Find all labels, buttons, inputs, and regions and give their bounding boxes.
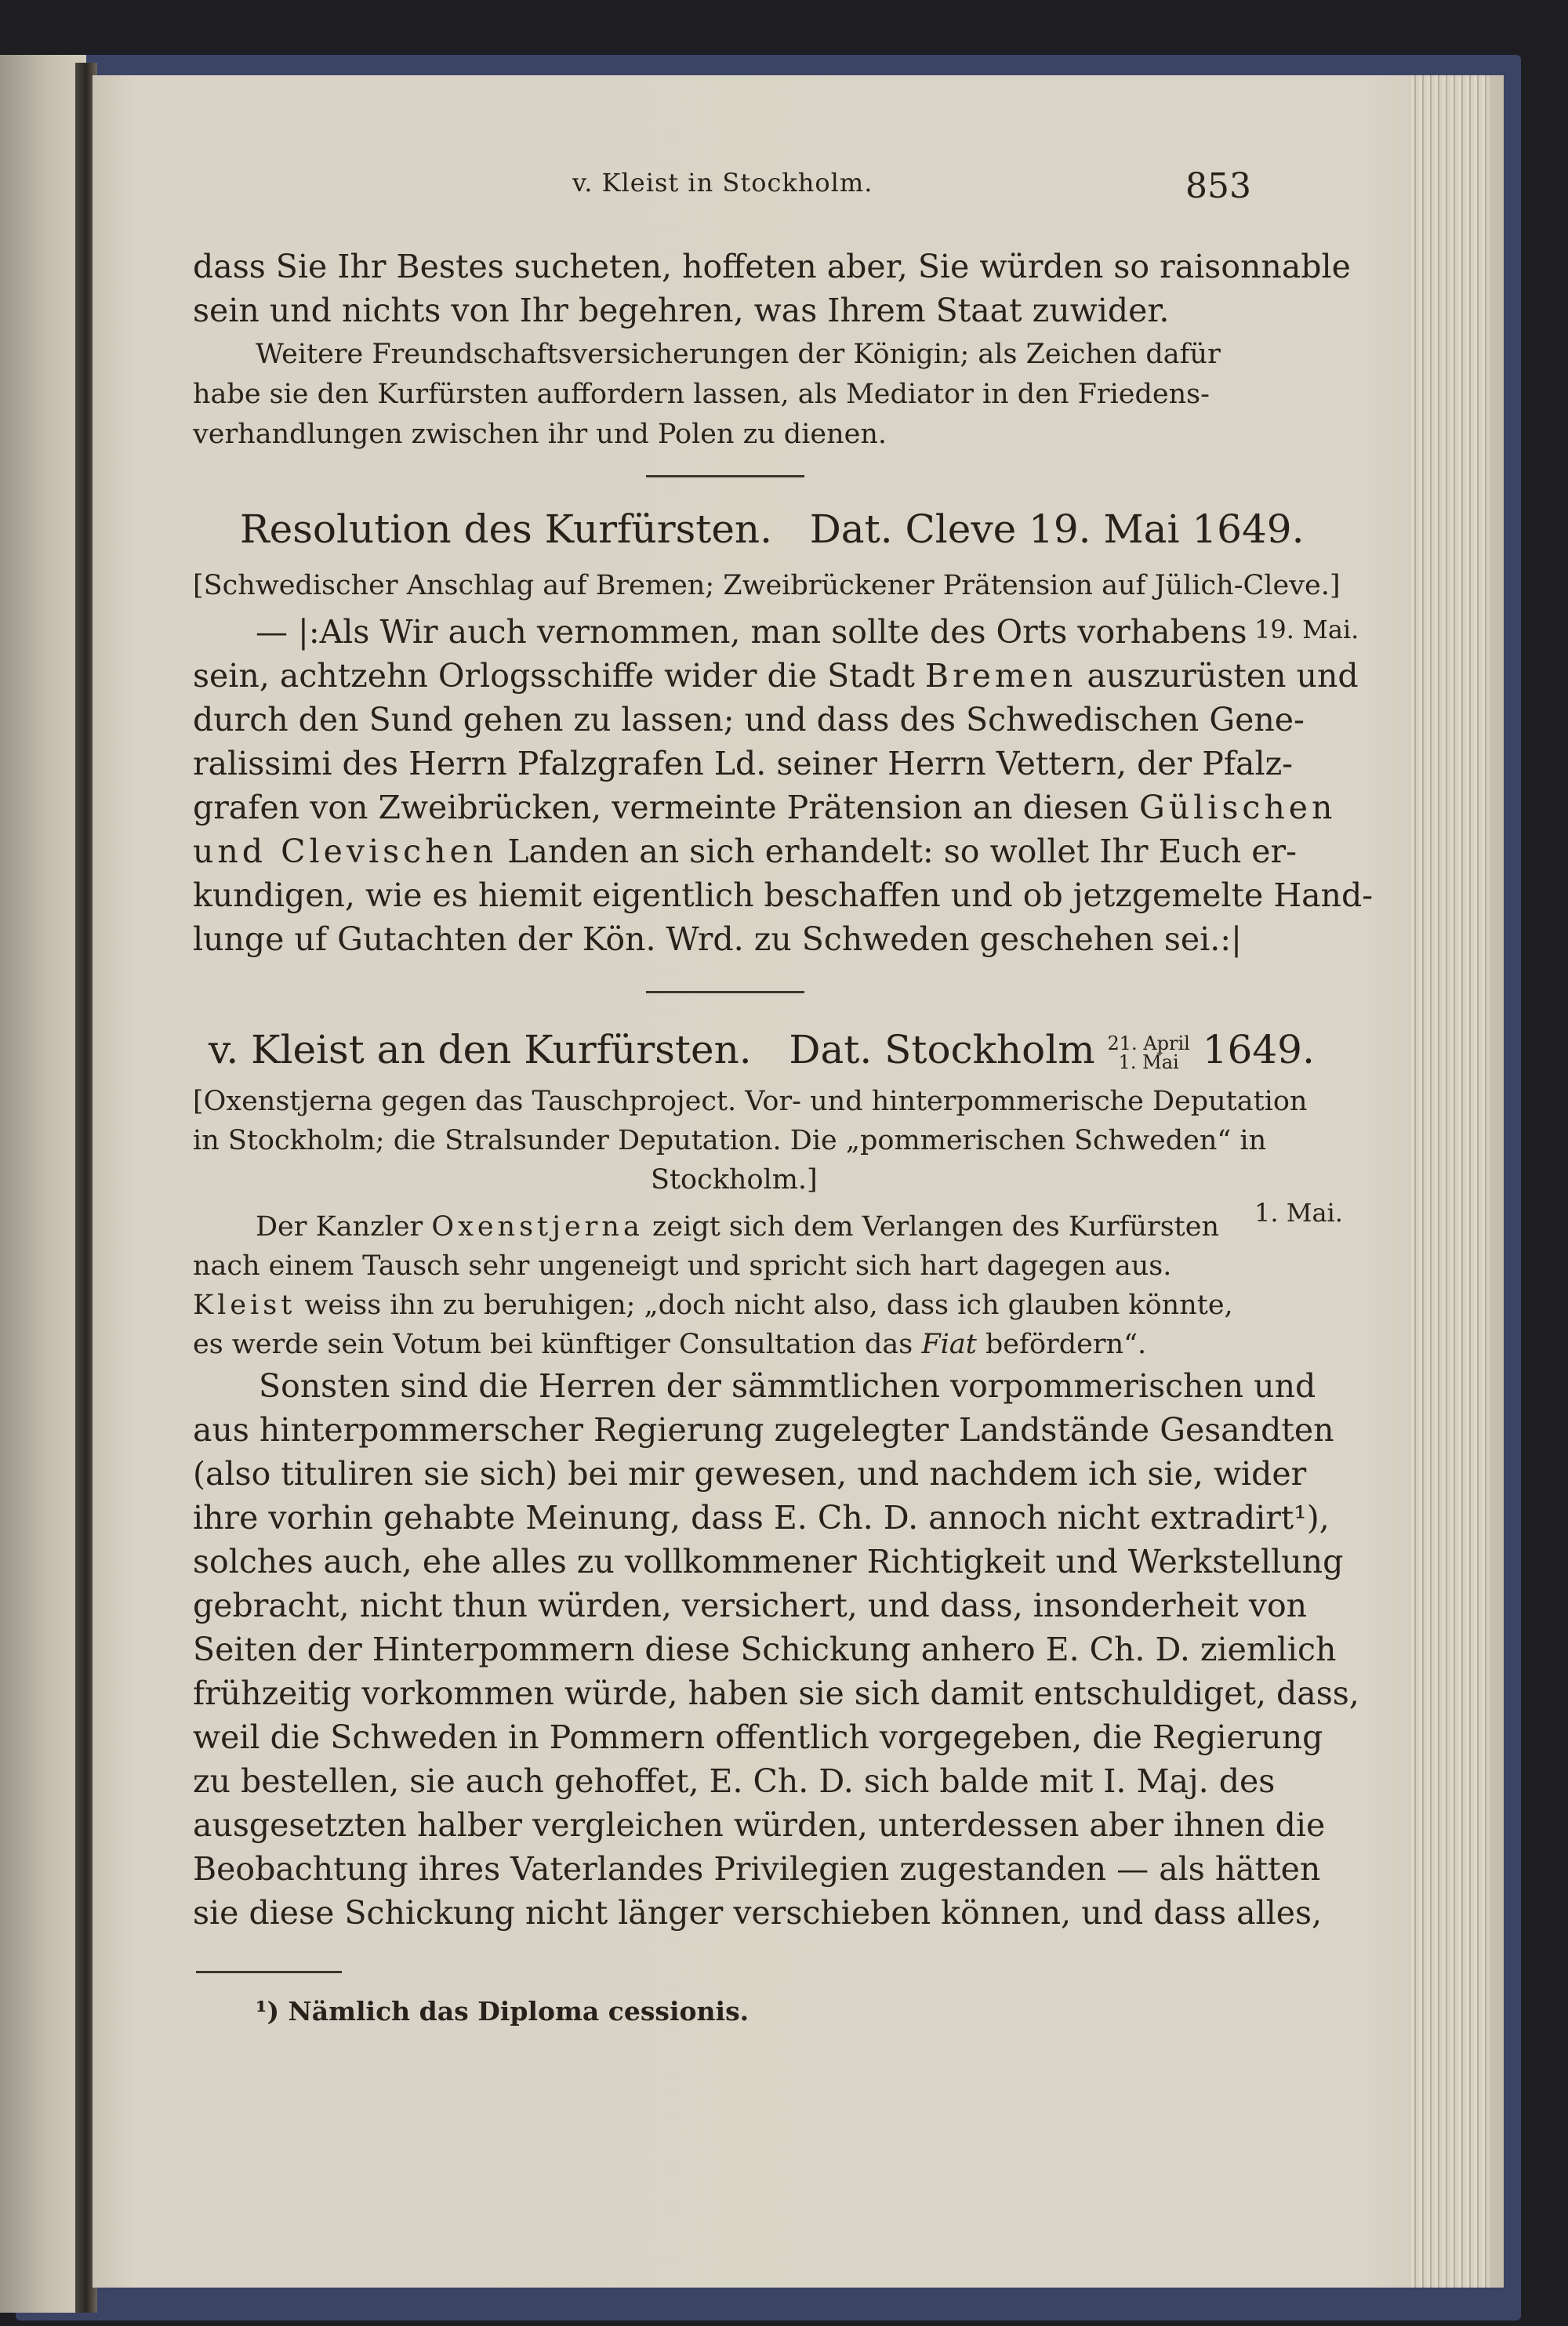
document-heading: v. Kleist an den Kurfürsten. Dat. Stockholm 21. April 1. Mai 1649. [209,1027,1315,1073]
body-line: frühzeitig vorkommen würde, haben sie sich damit entschuldiget, dass, [193,1675,1359,1712]
summary-line: habe sie den Kurfürsten auffordern lassen, als Mediator in den Friedens- [193,379,1210,410]
body-line: weil die Schweden in Pommern offentlich vorgegeben, die Regierung [193,1718,1323,1756]
body-line: kundigen, wie es hiemit eigentlich beschaffen und ob jetzgemelte Hand- [193,876,1374,914]
body-line: dass Sie Ihr Bestes sucheten, hoffeten aber, Sie würden so raisonnable [193,248,1351,285]
body-line: ausgesetzten halber vergleichen würden, unterdessen aber ihnen die [193,1806,1326,1844]
page-number: 853 [1185,166,1251,206]
section-divider [646,991,804,993]
summary-line: Kleist weiss ihn zu beruhigen; „doch nicht also, dass ich glauben könnte, [193,1290,1233,1321]
document-summary: [Oxenstjerna gegen das Tauschproject. Vor- und hinterpommerische Deputation [193,1086,1308,1117]
summary-line: Weitere Freundschaftsversicherungen der Königin; als Zeichen dafür [256,339,1221,370]
summary-line: verhandlungen zwischen ihr und Polen zu dienen. [193,419,887,450]
body-line: grafen von Zweibrücken, vermeinte Prätension an diesen Gülischen [193,789,1337,826]
body-line: ralissimi des Herrn Pfalzgrafen Ld. seiner Herrn Vettern, der Pfalz- [193,745,1294,782]
running-title: v. Kleist in Stockholm. [572,168,873,198]
body-line: durch den Sund gehen zu lassen; und dass des Schwedischen Gene- [193,701,1305,738]
section-divider [646,475,804,477]
body-line: Sonsten sind die Herren der sämmtlichen vorpommerischen und [259,1367,1316,1405]
facing-page-edge [0,55,86,2313]
margin-date: 1. Mai. [1254,1198,1343,1228]
document-summary: in Stockholm; die Stralsunder Deputation. Die „pommerischen Schweden“ in [193,1125,1267,1156]
margin-date: 19. Mai. [1254,615,1359,644]
date-fraction: 21. April 1. Mai [1107,1032,1190,1073]
footnote-rule [196,1971,342,1973]
body-line: — |:Als Wir auch vernommen, man sollte des Orts vorhabens [256,613,1247,651]
body-line: solches auch, ehe alles zu vollkommener Richtigkeit und Werkstellung [193,1543,1344,1580]
summary-line: Der Kanzler Oxenstjerna zeigt sich dem Verlangen des Kurfürsten [256,1211,1219,1243]
summary-line: nach einem Tausch sehr ungeneigt und spricht sich hart dagegen aus. [193,1250,1172,1282]
body-line: (also tituliren sie sich) bei mir gewesen, und nachdem ich sie, wider [193,1455,1307,1493]
document-summary: [Schwedischer Anschlag auf Bremen; Zweibrückener Prätension auf Jülich-Cleve.] [193,570,1341,601]
body-line: sein und nichts von Ihr begehren, was Ihrem Staat zuwider. [193,292,1170,329]
summary-line: es werde sein Votum bei künftiger Consultation das Fiat befördern“. [193,1329,1147,1360]
document-summary: Stockholm.] [651,1164,818,1196]
footnote: ¹) Nämlich das Diploma cessionis. [256,1996,750,2027]
body-line: Seiten der Hinterpommern diese Schickung anhero E. Ch. D. ziemlich [193,1631,1337,1668]
page-edges [1411,75,1490,2288]
body-line: zu bestellen, sie auch gehoffet, E. Ch. D. sich balde mit I. Maj. des [193,1762,1276,1800]
body-line: Beobachtung ihres Vaterlandes Privilegien zugestanden — als hätten [193,1850,1321,1888]
body-line: sein, achtzehn Orlogsschiffe wider die Stadt Bremen auszurüsten und [193,657,1359,695]
body-line: lunge uf Gutachten der Kön. Wrd. zu Schweden geschehen sei.:| [193,920,1242,958]
body-line: aus hinterpommerscher Regierung zugelegter Landstände Gesandten [193,1411,1334,1449]
body-line: gebracht, nicht thun würden, versichert, und dass, insonderheit von [193,1587,1308,1624]
body-line: und Clevischen Landen an sich erhandelt: so wollet Ihr Euch er- [193,833,1297,870]
document-heading: Resolution des Kurfürsten. Dat. Cleve 19. Mai 1649. [240,506,1305,552]
body-line: ihre vorhin gehabte Meinung, dass E. Ch. D. annoch nicht extradirt¹), [193,1499,1330,1537]
body-line: sie diese Schickung nicht länger verschieben können, und dass alles, [193,1894,1323,1932]
